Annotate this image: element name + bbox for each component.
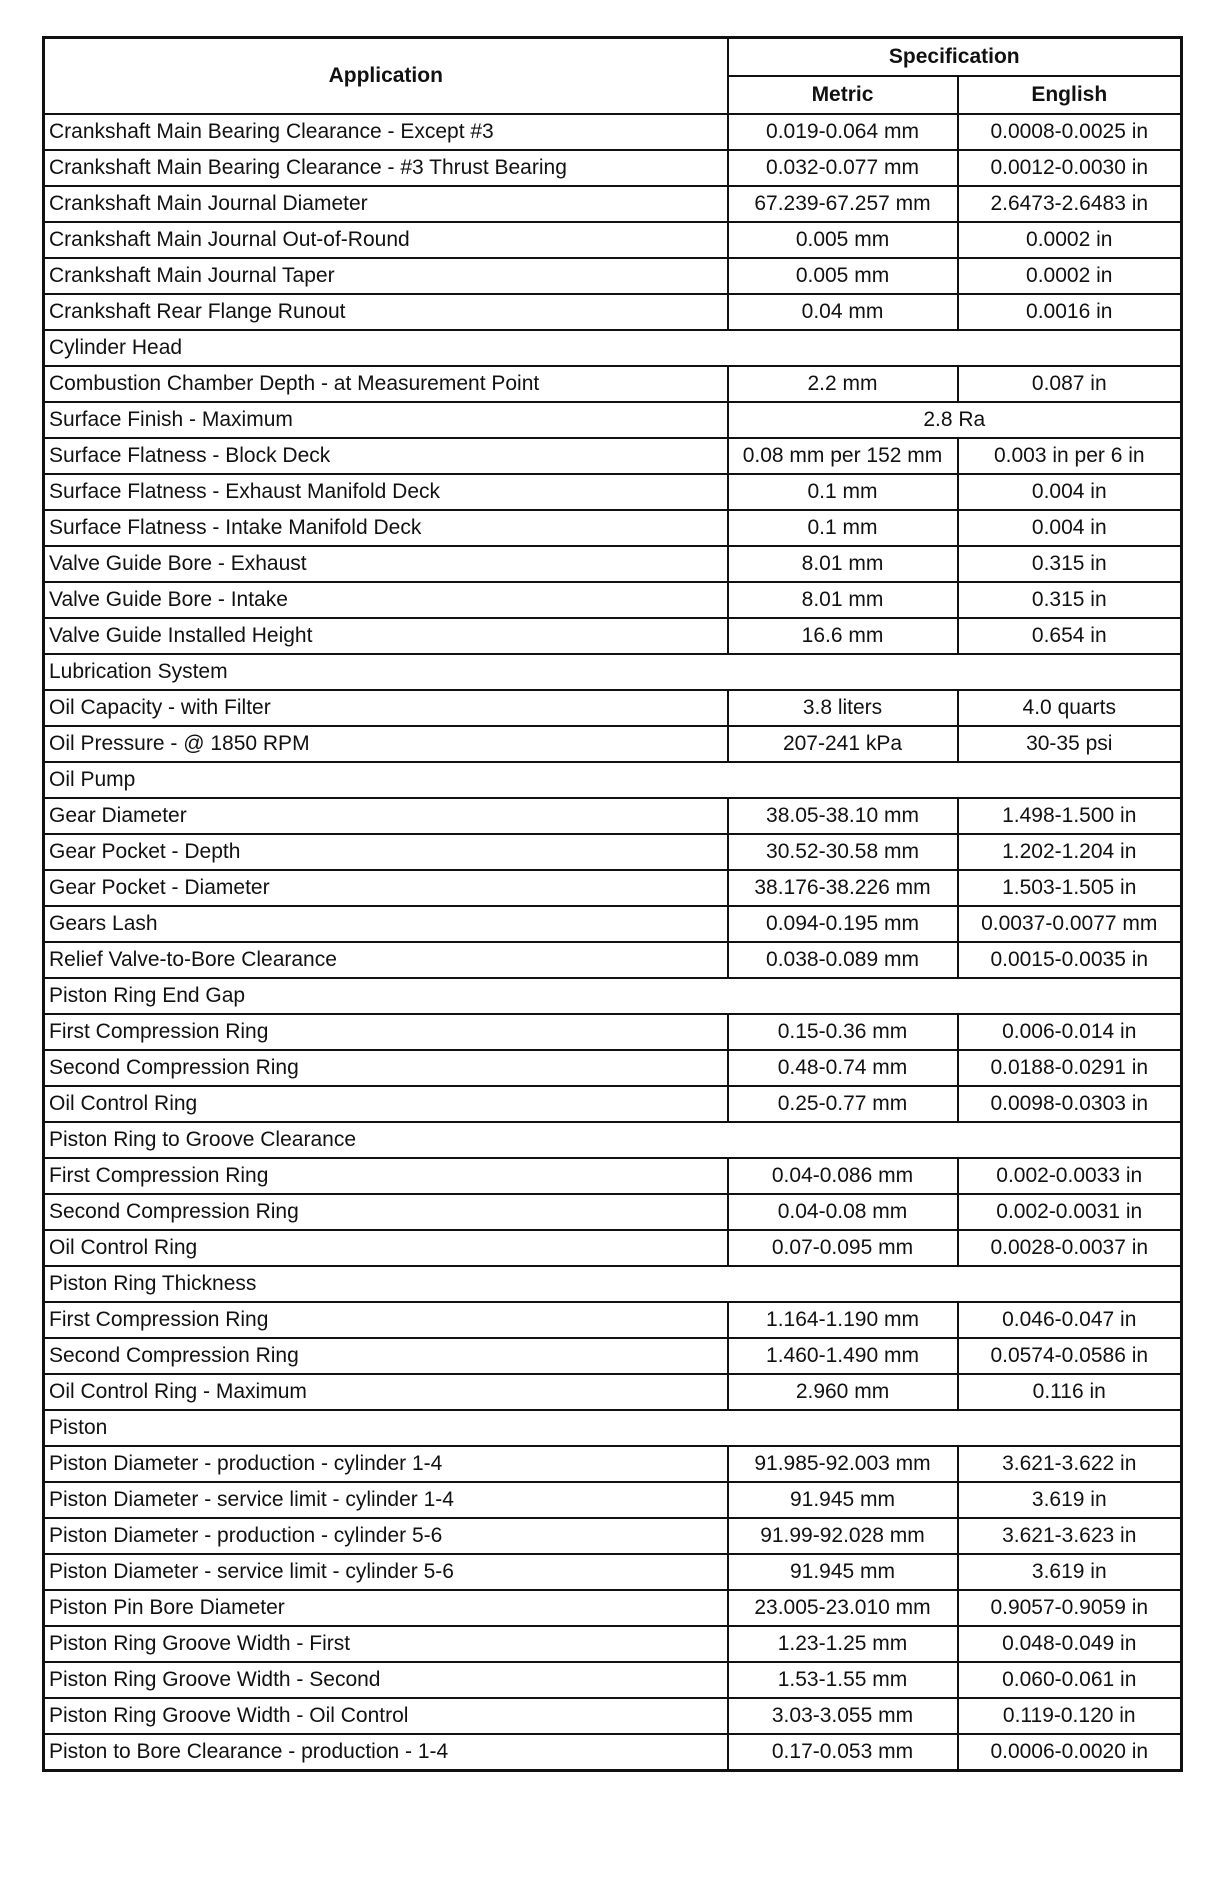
section-row: [44, 654, 1182, 690]
english-cell: 0.004 in: [958, 510, 1182, 546]
english-cell: 0.0012-0.0030 in: [958, 150, 1182, 186]
english-cell: 0.048-0.049 in: [958, 1626, 1182, 1662]
english-cell: 0.119-0.120 in: [958, 1698, 1182, 1734]
application-cell: Gear Diameter: [44, 798, 728, 834]
section-title: Piston Ring End Gap: [44, 978, 1182, 1014]
application-cell: Crankshaft Main Journal Diameter: [44, 186, 728, 222]
english-cell: 0.315 in: [958, 546, 1182, 582]
application-cell: Crankshaft Main Bearing Clearance - Except #3: [44, 114, 728, 150]
table-row: [44, 150, 1182, 186]
header-english: English: [958, 76, 1182, 114]
english-cell: 3.619 in: [958, 1554, 1182, 1590]
english-cell: 3.619 in: [958, 1482, 1182, 1518]
table-row: [44, 1446, 1182, 1482]
section-row: [44, 762, 1182, 798]
english-cell: 0.0006-0.0020 in: [958, 1734, 1182, 1771]
application-cell: First Compression Ring: [44, 1158, 728, 1194]
metric-cell: 0.005 mm: [728, 258, 958, 294]
metric-cell: 3.8 liters: [728, 690, 958, 726]
section-title: Lubrication System: [44, 654, 1182, 690]
metric-cell: 0.17-0.053 mm: [728, 1734, 958, 1771]
table-row: [44, 1482, 1182, 1518]
metric-cell: 38.176-38.226 mm: [728, 870, 958, 906]
header-row-top: [44, 38, 1182, 77]
english-cell: 3.621-3.623 in: [958, 1518, 1182, 1554]
table-row: [44, 1554, 1182, 1590]
table-row: [44, 906, 1182, 942]
section-title: Cylinder Head: [44, 330, 1182, 366]
table-row: [44, 1014, 1182, 1050]
table-row: [44, 690, 1182, 726]
metric-cell: 91.985-92.003 mm: [728, 1446, 958, 1482]
section-row: [44, 978, 1182, 1014]
application-cell: Oil Capacity - with Filter: [44, 690, 728, 726]
table-row: [44, 834, 1182, 870]
metric-cell: 0.25-0.77 mm: [728, 1086, 958, 1122]
table-row: [44, 1050, 1182, 1086]
table-row: [44, 114, 1182, 150]
english-cell: 0.046-0.047 in: [958, 1302, 1182, 1338]
table-row: [44, 798, 1182, 834]
application-cell: Crankshaft Main Journal Taper: [44, 258, 728, 294]
table-row: [44, 222, 1182, 258]
section-row: [44, 1122, 1182, 1158]
english-cell: 0.9057-0.9059 in: [958, 1590, 1182, 1626]
english-cell: 0.116 in: [958, 1374, 1182, 1410]
table-row: [44, 402, 1182, 438]
application-cell: First Compression Ring: [44, 1014, 728, 1050]
application-cell: Second Compression Ring: [44, 1338, 728, 1374]
english-cell: 0.003 in per 6 in: [958, 438, 1182, 474]
merged-spec-cell: 2.8 Ra: [728, 402, 1182, 438]
application-cell: Gear Pocket - Depth: [44, 834, 728, 870]
metric-cell: 67.239-67.257 mm: [728, 186, 958, 222]
application-cell: Surface Flatness - Block Deck: [44, 438, 728, 474]
table-row: [44, 870, 1182, 906]
english-cell: 0.0188-0.0291 in: [958, 1050, 1182, 1086]
table-row: [44, 438, 1182, 474]
metric-cell: 1.23-1.25 mm: [728, 1626, 958, 1662]
metric-cell: 91.99-92.028 mm: [728, 1518, 958, 1554]
english-cell: 0.654 in: [958, 618, 1182, 654]
application-cell: Valve Guide Installed Height: [44, 618, 728, 654]
metric-cell: 1.53-1.55 mm: [728, 1662, 958, 1698]
section-title: Oil Pump: [44, 762, 1182, 798]
application-cell: Oil Control Ring - Maximum: [44, 1374, 728, 1410]
metric-cell: 0.1 mm: [728, 510, 958, 546]
english-cell: 2.6473-2.6483 in: [958, 186, 1182, 222]
english-cell: 0.0016 in: [958, 294, 1182, 330]
application-cell: Crankshaft Main Journal Out-of-Round: [44, 222, 728, 258]
table-row: [44, 1302, 1182, 1338]
metric-cell: 1.164-1.190 mm: [728, 1302, 958, 1338]
application-cell: Valve Guide Bore - Exhaust: [44, 546, 728, 582]
application-cell: Combustion Chamber Depth - at Measurement Point: [44, 366, 728, 402]
english-cell: 30-35 psi: [958, 726, 1182, 762]
application-cell: Valve Guide Bore - Intake: [44, 582, 728, 618]
metric-cell: 2.960 mm: [728, 1374, 958, 1410]
table-row: [44, 1518, 1182, 1554]
english-cell: 0.004 in: [958, 474, 1182, 510]
table-row: [44, 1194, 1182, 1230]
application-cell: Surface Finish - Maximum: [44, 402, 728, 438]
english-cell: 0.0015-0.0035 in: [958, 942, 1182, 978]
table-row: [44, 546, 1182, 582]
metric-cell: 0.04 mm: [728, 294, 958, 330]
english-cell: 0.0098-0.0303 in: [958, 1086, 1182, 1122]
application-cell: Second Compression Ring: [44, 1050, 728, 1086]
english-cell: 0.0037-0.0077 mm: [958, 906, 1182, 942]
table-row: [44, 1734, 1182, 1771]
english-cell: 0.0028-0.0037 in: [958, 1230, 1182, 1266]
metric-cell: 0.094-0.195 mm: [728, 906, 958, 942]
english-cell: 0.060-0.061 in: [958, 1662, 1182, 1698]
application-cell: Oil Control Ring: [44, 1086, 728, 1122]
application-cell: Piston Ring Groove Width - Oil Control: [44, 1698, 728, 1734]
metric-cell: 0.07-0.095 mm: [728, 1230, 958, 1266]
header-metric: Metric: [728, 76, 958, 114]
table-row: [44, 294, 1182, 330]
application-cell: Oil Control Ring: [44, 1230, 728, 1266]
table-body: [44, 114, 1182, 1771]
metric-cell: 0.1 mm: [728, 474, 958, 510]
table-row: [44, 1626, 1182, 1662]
metric-cell: 207-241 kPa: [728, 726, 958, 762]
application-cell: Crankshaft Main Bearing Clearance - #3 Thrust Bearing: [44, 150, 728, 186]
english-cell: 0.006-0.014 in: [958, 1014, 1182, 1050]
english-cell: 0.0008-0.0025 in: [958, 114, 1182, 150]
section-title: Piston: [44, 1410, 1182, 1446]
metric-cell: 8.01 mm: [728, 582, 958, 618]
section-title: Piston Ring to Groove Clearance: [44, 1122, 1182, 1158]
table-row: [44, 1158, 1182, 1194]
metric-cell: 1.460-1.490 mm: [728, 1338, 958, 1374]
section-row: [44, 1410, 1182, 1446]
application-cell: Piston Pin Bore Diameter: [44, 1590, 728, 1626]
metric-cell: 0.038-0.089 mm: [728, 942, 958, 978]
table-row: [44, 942, 1182, 978]
english-cell: 0.0574-0.0586 in: [958, 1338, 1182, 1374]
table-row: [44, 1338, 1182, 1374]
table-row: [44, 186, 1182, 222]
table-row: [44, 258, 1182, 294]
english-cell: 1.503-1.505 in: [958, 870, 1182, 906]
application-cell: Piston Ring Groove Width - Second: [44, 1662, 728, 1698]
metric-cell: 0.032-0.077 mm: [728, 150, 958, 186]
metric-cell: 0.005 mm: [728, 222, 958, 258]
metric-cell: 16.6 mm: [728, 618, 958, 654]
english-cell: 3.621-3.622 in: [958, 1446, 1182, 1482]
metric-cell: 2.2 mm: [728, 366, 958, 402]
english-cell: 0.0002 in: [958, 222, 1182, 258]
application-cell: Piston Diameter - service limit - cylinder 1-4: [44, 1482, 728, 1518]
header-specification: Specification: [728, 38, 1182, 77]
table-row: [44, 474, 1182, 510]
application-cell: Surface Flatness - Exhaust Manifold Deck: [44, 474, 728, 510]
table-row: [44, 1374, 1182, 1410]
application-cell: Surface Flatness - Intake Manifold Deck: [44, 510, 728, 546]
application-cell: Piston Ring Groove Width - First: [44, 1626, 728, 1662]
application-cell: Piston to Bore Clearance - production - 1-4: [44, 1734, 728, 1771]
english-cell: 1.498-1.500 in: [958, 798, 1182, 834]
metric-cell: 38.05-38.10 mm: [728, 798, 958, 834]
section-title: Piston Ring Thickness: [44, 1266, 1182, 1302]
application-cell: Piston Diameter - production - cylinder 1-4: [44, 1446, 728, 1482]
table-row: [44, 1086, 1182, 1122]
metric-cell: 0.15-0.36 mm: [728, 1014, 958, 1050]
application-cell: Second Compression Ring: [44, 1194, 728, 1230]
metric-cell: 91.945 mm: [728, 1554, 958, 1590]
application-cell: Crankshaft Rear Flange Runout: [44, 294, 728, 330]
table-row: [44, 726, 1182, 762]
metric-cell: 0.019-0.064 mm: [728, 114, 958, 150]
application-cell: Gears Lash: [44, 906, 728, 942]
application-cell: Piston Diameter - production - cylinder 5-6: [44, 1518, 728, 1554]
table-row: [44, 1698, 1182, 1734]
section-row: [44, 1266, 1182, 1302]
metric-cell: 91.945 mm: [728, 1482, 958, 1518]
english-cell: 4.0 quarts: [958, 690, 1182, 726]
section-row: [44, 330, 1182, 366]
application-cell: Piston Diameter - service limit - cylinder 5-6: [44, 1554, 728, 1590]
metric-cell: 0.04-0.08 mm: [728, 1194, 958, 1230]
table-row: [44, 366, 1182, 402]
application-cell: Relief Valve-to-Bore Clearance: [44, 942, 728, 978]
table-row: [44, 618, 1182, 654]
table-row: [44, 1590, 1182, 1626]
metric-cell: 23.005-23.010 mm: [728, 1590, 958, 1626]
table-row: [44, 1662, 1182, 1698]
metric-cell: 0.04-0.086 mm: [728, 1158, 958, 1194]
table-row: [44, 582, 1182, 618]
metric-cell: 0.48-0.74 mm: [728, 1050, 958, 1086]
metric-cell: 8.01 mm: [728, 546, 958, 582]
english-cell: 0.002-0.0033 in: [958, 1158, 1182, 1194]
metric-cell: 30.52-30.58 mm: [728, 834, 958, 870]
table-row: [44, 1230, 1182, 1266]
metric-cell: 3.03-3.055 mm: [728, 1698, 958, 1734]
english-cell: 0.0002 in: [958, 258, 1182, 294]
metric-cell: 0.08 mm per 152 mm: [728, 438, 958, 474]
header-application: Application: [44, 38, 728, 115]
application-cell: Gear Pocket - Diameter: [44, 870, 728, 906]
english-cell: 0.002-0.0031 in: [958, 1194, 1182, 1230]
application-cell: First Compression Ring: [44, 1302, 728, 1338]
spec-sheet: [42, 36, 1180, 1772]
application-cell: Oil Pressure - @ 1850 RPM: [44, 726, 728, 762]
english-cell: 0.315 in: [958, 582, 1182, 618]
table-row: [44, 510, 1182, 546]
english-cell: 0.087 in: [958, 366, 1182, 402]
specification-table: [42, 36, 1183, 1772]
english-cell: 1.202-1.204 in: [958, 834, 1182, 870]
